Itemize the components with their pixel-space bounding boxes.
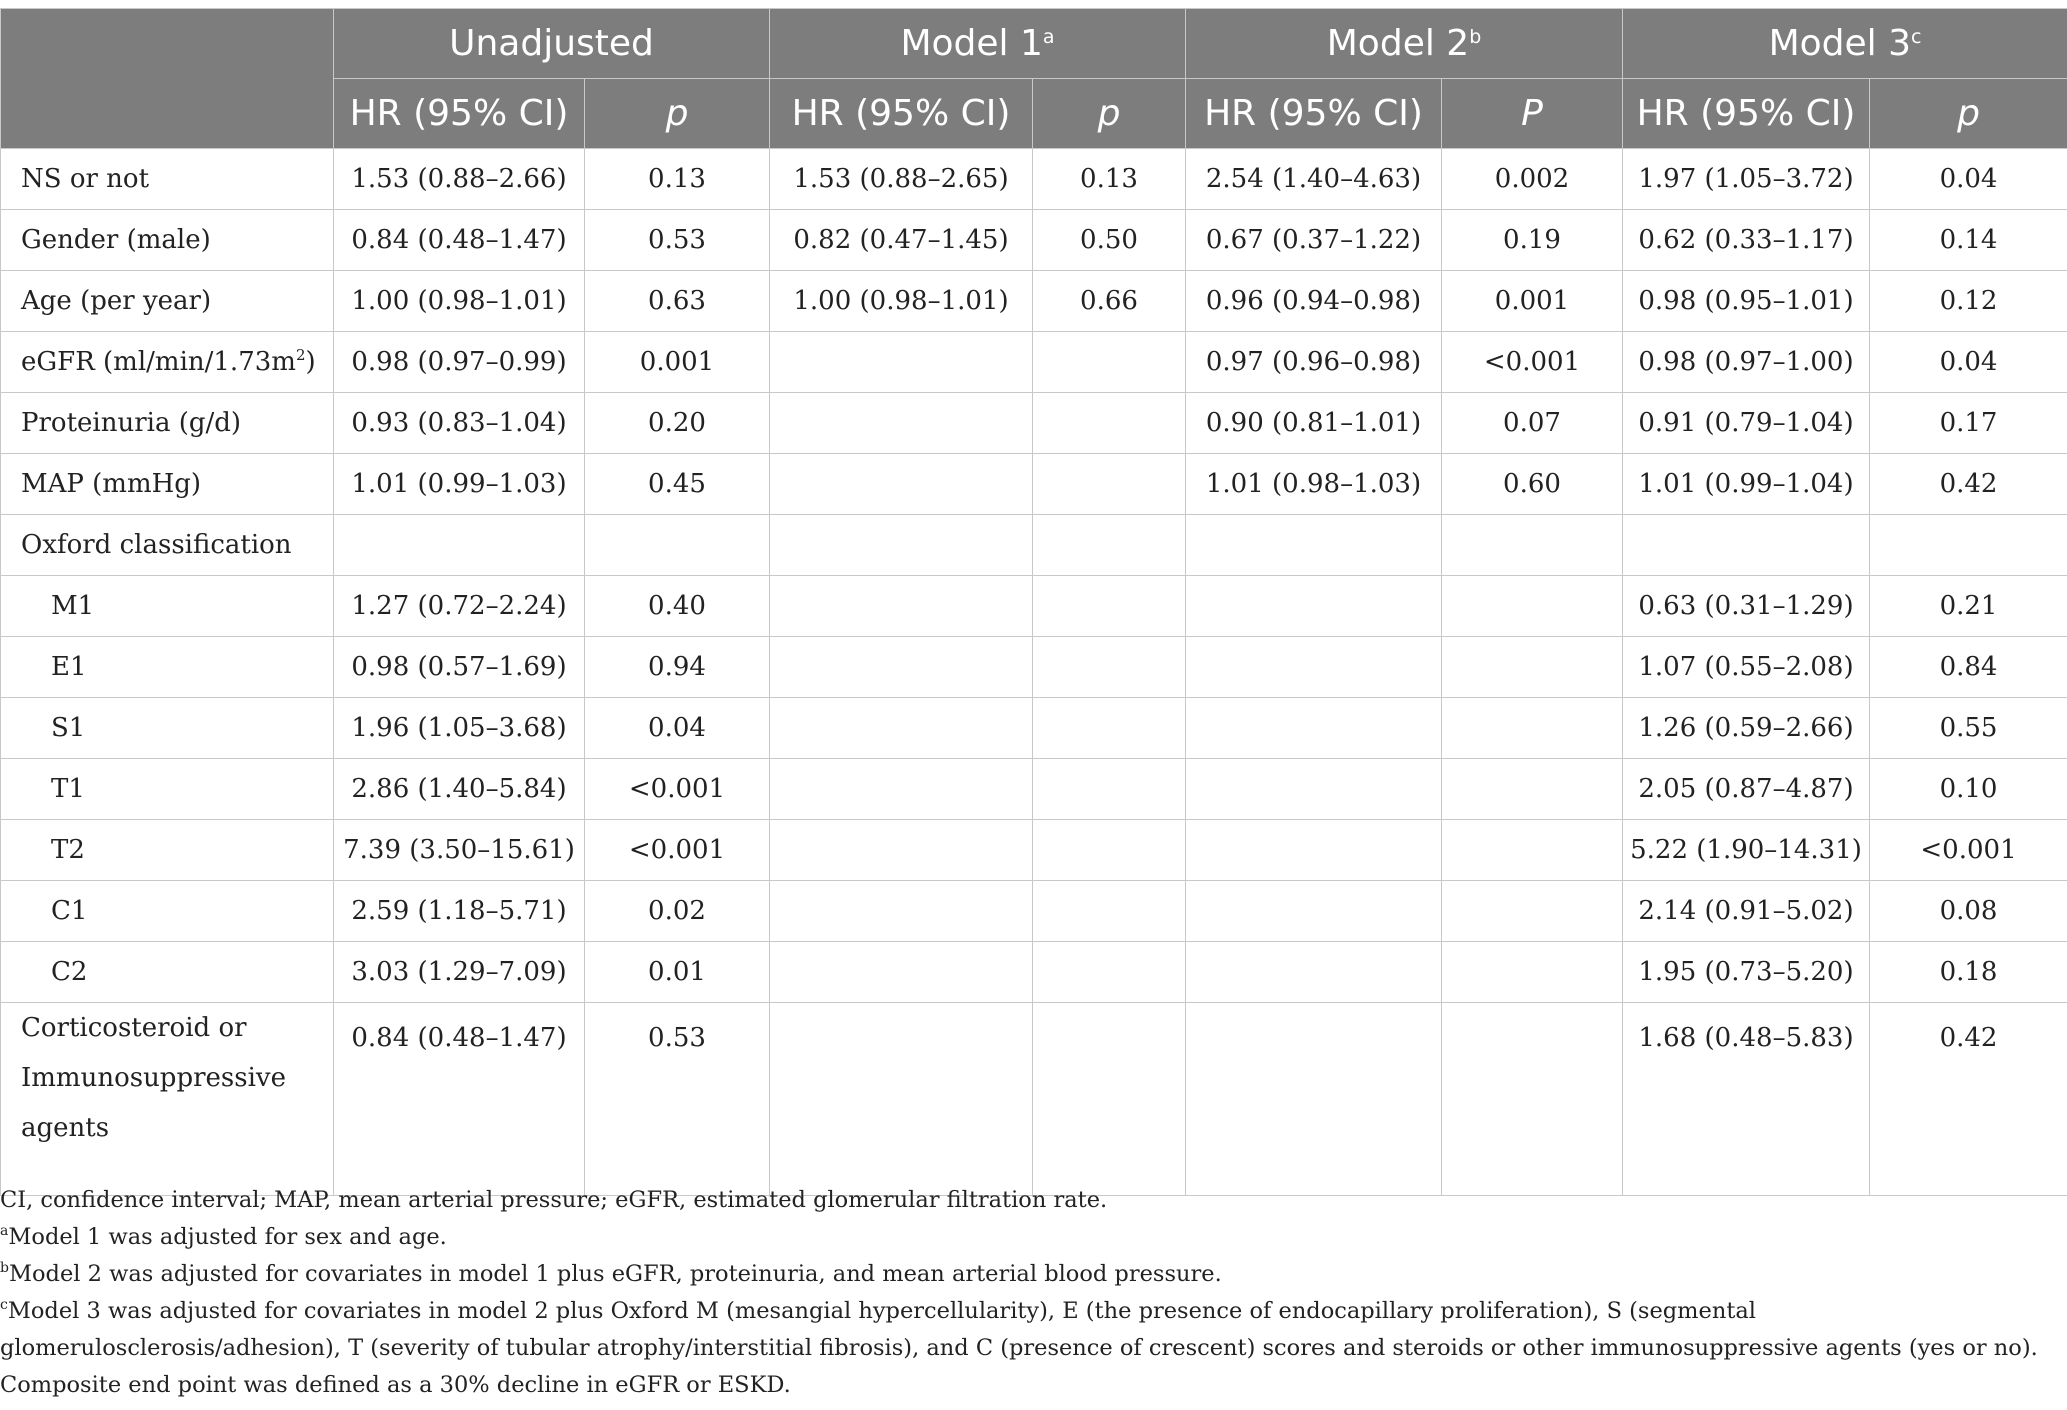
hr-ci-cell: 1.07 (0.55–2.08) <box>1623 637 1870 698</box>
p-value-cell: 0.12 <box>1870 271 2067 332</box>
p-value-cell: 0.45 <box>585 454 770 515</box>
p-value-cell: 0.08 <box>1870 881 2067 942</box>
table-row <box>1 271 2067 332</box>
hr-ci-cell: 7.39 (3.50–15.61) <box>334 820 585 881</box>
p-value-cell: 0.17 <box>1870 393 2067 454</box>
p-value-cell <box>1033 515 1186 576</box>
hr-ci-cell: 1.68 (0.48–5.83) <box>1623 1003 1870 1196</box>
footnote <box>0 1293 2050 1404</box>
hr-ci-cell <box>770 698 1033 759</box>
footnote-text: CI, confidence interval; MAP, mean arterial pressure; eGFR, estimated glomerular filtration rate. <box>0 1187 1108 1213</box>
hr-ci-cell: 0.98 (0.57–1.69) <box>334 637 585 698</box>
p-value-cell: 0.21 <box>1870 576 2067 637</box>
row-label-text: C2 <box>51 957 88 987</box>
hr-ci-cell: 0.63 (0.31–1.29) <box>1623 576 1870 637</box>
hr-ci-cell <box>1186 942 1442 1003</box>
row-label-text: S1 <box>51 713 86 743</box>
footnote-text: Model 2 was adjusted for covariates in model 1 plus eGFR, proteinuria, and mean arterial blood pressure. <box>8 1261 1222 1287</box>
hr-ci-cell: 0.98 (0.95–1.01) <box>1623 271 1870 332</box>
p-value-cell <box>1033 576 1186 637</box>
row-label <box>1 759 334 820</box>
row-label <box>1 393 334 454</box>
row-label-text: E1 <box>51 652 87 682</box>
p-value-cell: <0.001 <box>1442 332 1623 393</box>
footnote <box>0 1182 2050 1219</box>
hr-ci-cell <box>770 820 1033 881</box>
row-label-text: T2 <box>51 835 85 865</box>
p-value-cell <box>1033 637 1186 698</box>
row-label <box>1 149 334 210</box>
p-value-cell: 0.50 <box>1033 210 1186 271</box>
p-value-cell <box>1033 820 1186 881</box>
hr-ci-cell: 0.84 (0.48–1.47) <box>334 210 585 271</box>
subheader-hr: HR (95% CI) <box>1623 79 1870 149</box>
row-label <box>1 515 334 576</box>
p-value-cell <box>1033 759 1186 820</box>
p-value-cell: 0.02 <box>585 881 770 942</box>
table-row <box>1 393 2067 454</box>
p-value-cell: 0.55 <box>1870 698 2067 759</box>
hr-ci-cell: 1.01 (0.99–1.04) <box>1623 454 1870 515</box>
table-row <box>1 149 2067 210</box>
row-label-text: Age (per year) <box>21 286 212 316</box>
p-value-cell <box>1033 454 1186 515</box>
table-row <box>1 942 2067 1003</box>
hr-ci-cell <box>770 454 1033 515</box>
p-value-cell: 0.18 <box>1870 942 2067 1003</box>
hr-ci-cell <box>770 393 1033 454</box>
p-value-cell: 0.53 <box>585 210 770 271</box>
row-label-superscript: 2 <box>295 346 306 364</box>
hr-ci-cell: 5.22 (1.90–14.31) <box>1623 820 1870 881</box>
footnote <box>0 1219 2050 1256</box>
header-group-row <box>1 9 2067 79</box>
subheader-hr: HR (95% CI) <box>770 79 1033 149</box>
hr-ci-cell: 0.82 (0.47–1.45) <box>770 210 1033 271</box>
hr-ci-cell <box>1186 576 1442 637</box>
hr-ci-cell <box>1186 698 1442 759</box>
row-label-line: Immunosuppressive <box>21 1063 286 1093</box>
p-value-cell <box>1033 942 1186 1003</box>
hr-ci-cell <box>1186 759 1442 820</box>
subheader-p: p <box>585 79 770 149</box>
p-value-cell <box>1033 881 1186 942</box>
footnote-marker: b <box>0 1260 9 1276</box>
hr-ci-cell <box>770 881 1033 942</box>
table-footnotes <box>0 1182 2050 1404</box>
table-row <box>1 698 2067 759</box>
hr-ci-cell <box>770 332 1033 393</box>
row-label <box>1 271 334 332</box>
hr-ci-cell: 1.00 (0.98–1.01) <box>334 271 585 332</box>
hr-ci-cell: 2.54 (1.40–4.63) <box>1186 149 1442 210</box>
header-unadjusted: Unadjusted <box>334 9 770 79</box>
hr-ci-cell: 0.98 (0.97–0.99) <box>334 332 585 393</box>
p-value-cell: 0.63 <box>585 271 770 332</box>
row-label-text: Proteinuria (g/d) <box>21 408 242 438</box>
row-label <box>1 1003 334 1196</box>
subheader-hr: HR (95% CI) <box>1186 79 1442 149</box>
row-label <box>1 454 334 515</box>
p-value-cell <box>1033 698 1186 759</box>
hr-ci-cell: 0.98 (0.97–1.00) <box>1623 332 1870 393</box>
p-value-cell: 0.60 <box>1442 454 1623 515</box>
subheader-p: P <box>1442 79 1623 149</box>
row-label-suffix: ) <box>305 347 316 377</box>
row-label <box>1 698 334 759</box>
p-value-cell: 0.07 <box>1442 393 1623 454</box>
row-label <box>1 576 334 637</box>
hr-ci-cell <box>1186 820 1442 881</box>
p-value-cell: <0.001 <box>585 820 770 881</box>
hr-ci-cell: 1.96 (1.05–3.68) <box>334 698 585 759</box>
table-row <box>1 454 2067 515</box>
row-label-text: C1 <box>51 896 88 926</box>
hr-ci-cell: 3.03 (1.29–7.09) <box>334 942 585 1003</box>
p-value-cell: 0.14 <box>1870 210 2067 271</box>
hr-ci-cell: 2.86 (1.40–5.84) <box>334 759 585 820</box>
hr-ci-cell: 0.84 (0.48–1.47) <box>334 1003 585 1196</box>
hr-ci-cell <box>770 576 1033 637</box>
hr-ci-cell: 1.26 (0.59–2.66) <box>1623 698 1870 759</box>
hr-ci-cell: 2.14 (0.91–5.02) <box>1623 881 1870 942</box>
p-value-cell: 0.66 <box>1033 271 1186 332</box>
p-value-cell: 0.04 <box>1870 332 2067 393</box>
hr-ci-cell: 2.59 (1.18–5.71) <box>334 881 585 942</box>
table-row <box>1 576 2067 637</box>
row-label-line: agents <box>21 1113 110 1143</box>
p-value-cell <box>1442 698 1623 759</box>
hr-ci-cell: 1.53 (0.88–2.65) <box>770 149 1033 210</box>
p-value-cell <box>1442 881 1623 942</box>
p-value-cell: 0.19 <box>1442 210 1623 271</box>
p-value-cell: 0.20 <box>585 393 770 454</box>
hr-ci-cell <box>1186 881 1442 942</box>
hr-ci-cell <box>1186 637 1442 698</box>
row-label-text: M1 <box>51 591 95 621</box>
header-blank-cell <box>1 9 334 149</box>
table-container <box>0 8 2067 1196</box>
p-value-cell: 0.001 <box>585 332 770 393</box>
p-value-cell <box>1442 759 1623 820</box>
hr-ci-cell: 1.01 (0.99–1.03) <box>334 454 585 515</box>
hr-ci-cell <box>770 637 1033 698</box>
hr-ci-cell <box>770 515 1033 576</box>
p-value-cell: <0.001 <box>585 759 770 820</box>
hr-ci-cell: 1.53 (0.88–2.66) <box>334 149 585 210</box>
table-body <box>1 149 2067 1196</box>
hr-ci-cell: 2.05 (0.87–4.87) <box>1623 759 1870 820</box>
hr-ci-cell: 1.95 (0.73–5.20) <box>1623 942 1870 1003</box>
hr-ci-cell: 1.00 (0.98–1.01) <box>770 271 1033 332</box>
subheader-p: p <box>1033 79 1186 149</box>
hr-ci-cell <box>770 942 1033 1003</box>
hr-ci-cell: 0.91 (0.79–1.04) <box>1623 393 1870 454</box>
hr-ci-cell: 0.93 (0.83–1.04) <box>334 393 585 454</box>
footnote-text: Model 3 was adjusted for covariates in model 2 plus Oxford M (mesangial hypercellularity), E (the presence of endocapillary proliferation), S (segmental glomerulosclerosis/adhesion), T (severity of tubular atrophy/interstitial fibrosis), and C (presence of crescent) scores and steroids or other immunosuppressive agents (yes or no). Composite end point was defined as a 30% decline in eGFR or ESKD. <box>0 1298 2038 1398</box>
p-value-cell: <0.001 <box>1870 820 2067 881</box>
subheader-p: p <box>1870 79 2067 149</box>
p-value-cell <box>1033 332 1186 393</box>
footnote-marker: c <box>0 1297 8 1313</box>
row-label-text: eGFR (ml/min/1.73m <box>21 347 296 377</box>
footnote <box>0 1256 2050 1293</box>
hr-ci-cell: 0.90 (0.81–1.01) <box>1186 393 1442 454</box>
p-value-cell <box>1033 393 1186 454</box>
hr-ci-cell: 1.01 (0.98–1.03) <box>1186 454 1442 515</box>
row-label-text: T1 <box>51 774 85 804</box>
row-label-text: NS or not <box>21 164 150 194</box>
p-value-cell: 0.13 <box>1033 149 1186 210</box>
footnote-text: Model 1 was adjusted for sex and age. <box>8 1224 447 1250</box>
row-label-line: Corticosteroid or <box>21 1013 247 1043</box>
p-value-cell: 0.84 <box>1870 637 2067 698</box>
row-label-text: Gender (male) <box>21 225 211 255</box>
p-value-cell <box>1442 942 1623 1003</box>
p-value-cell <box>1870 515 2067 576</box>
hr-ci-cell: 0.97 (0.96–0.98) <box>1186 332 1442 393</box>
p-value-cell: 0.04 <box>585 698 770 759</box>
hr-ci-cell <box>334 515 585 576</box>
hr-ci-cell: 0.62 (0.33–1.17) <box>1623 210 1870 271</box>
hr-ci-cell: 1.97 (1.05–3.72) <box>1623 149 1870 210</box>
table-row <box>1 881 2067 942</box>
row-label <box>1 881 334 942</box>
hr-ci-cell <box>1623 515 1870 576</box>
p-value-cell: 0.94 <box>585 637 770 698</box>
row-label <box>1 820 334 881</box>
table-row <box>1 515 2067 576</box>
hr-ci-cell <box>1186 1003 1442 1196</box>
p-value-cell: 0.42 <box>1870 1003 2067 1196</box>
table-row <box>1 820 2067 881</box>
p-value-cell <box>1442 515 1623 576</box>
table-row <box>1 1003 2067 1196</box>
row-label <box>1 637 334 698</box>
table-row <box>1 210 2067 271</box>
p-value-cell <box>1442 1003 1623 1196</box>
hr-ci-cell: 0.67 (0.37–1.22) <box>1186 210 1442 271</box>
p-value-cell <box>1033 1003 1186 1196</box>
p-value-cell: 0.002 <box>1442 149 1623 210</box>
p-value-cell: 0.04 <box>1870 149 2067 210</box>
table-row <box>1 759 2067 820</box>
p-value-cell <box>1442 576 1623 637</box>
header-model-3: Model 3$^c$ <box>1623 9 2067 79</box>
hr-ci-cell <box>1186 515 1442 576</box>
p-value-cell: 0.10 <box>1870 759 2067 820</box>
hr-ci-cell <box>770 1003 1033 1196</box>
p-value-cell: 0.40 <box>585 576 770 637</box>
header-model-2: Model 2$^b$ <box>1186 9 1623 79</box>
p-value-cell: 0.01 <box>585 942 770 1003</box>
hazard-ratio-table <box>0 8 2067 1196</box>
table-row <box>1 637 2067 698</box>
row-label-text: MAP (mmHg) <box>21 469 202 499</box>
hr-ci-cell: 1.27 (0.72–2.24) <box>334 576 585 637</box>
row-label <box>1 210 334 271</box>
header-model-1: Model 1$^a$ <box>770 9 1186 79</box>
p-value-cell: 0.53 <box>585 1003 770 1196</box>
p-value-cell: 0.13 <box>585 149 770 210</box>
row-label-text: Oxford classification <box>21 530 292 560</box>
p-value-cell: 0.42 <box>1870 454 2067 515</box>
row-label <box>1 942 334 1003</box>
table-row <box>1 332 2067 393</box>
p-value-cell <box>1442 637 1623 698</box>
footnote-marker: a <box>0 1223 9 1239</box>
subheader-hr: HR (95% CI) <box>334 79 585 149</box>
hr-ci-cell: 0.96 (0.94–0.98) <box>1186 271 1442 332</box>
row-label <box>1 332 334 393</box>
p-value-cell <box>1442 820 1623 881</box>
p-value-cell <box>585 515 770 576</box>
hr-ci-cell <box>770 759 1033 820</box>
p-value-cell: 0.001 <box>1442 271 1623 332</box>
